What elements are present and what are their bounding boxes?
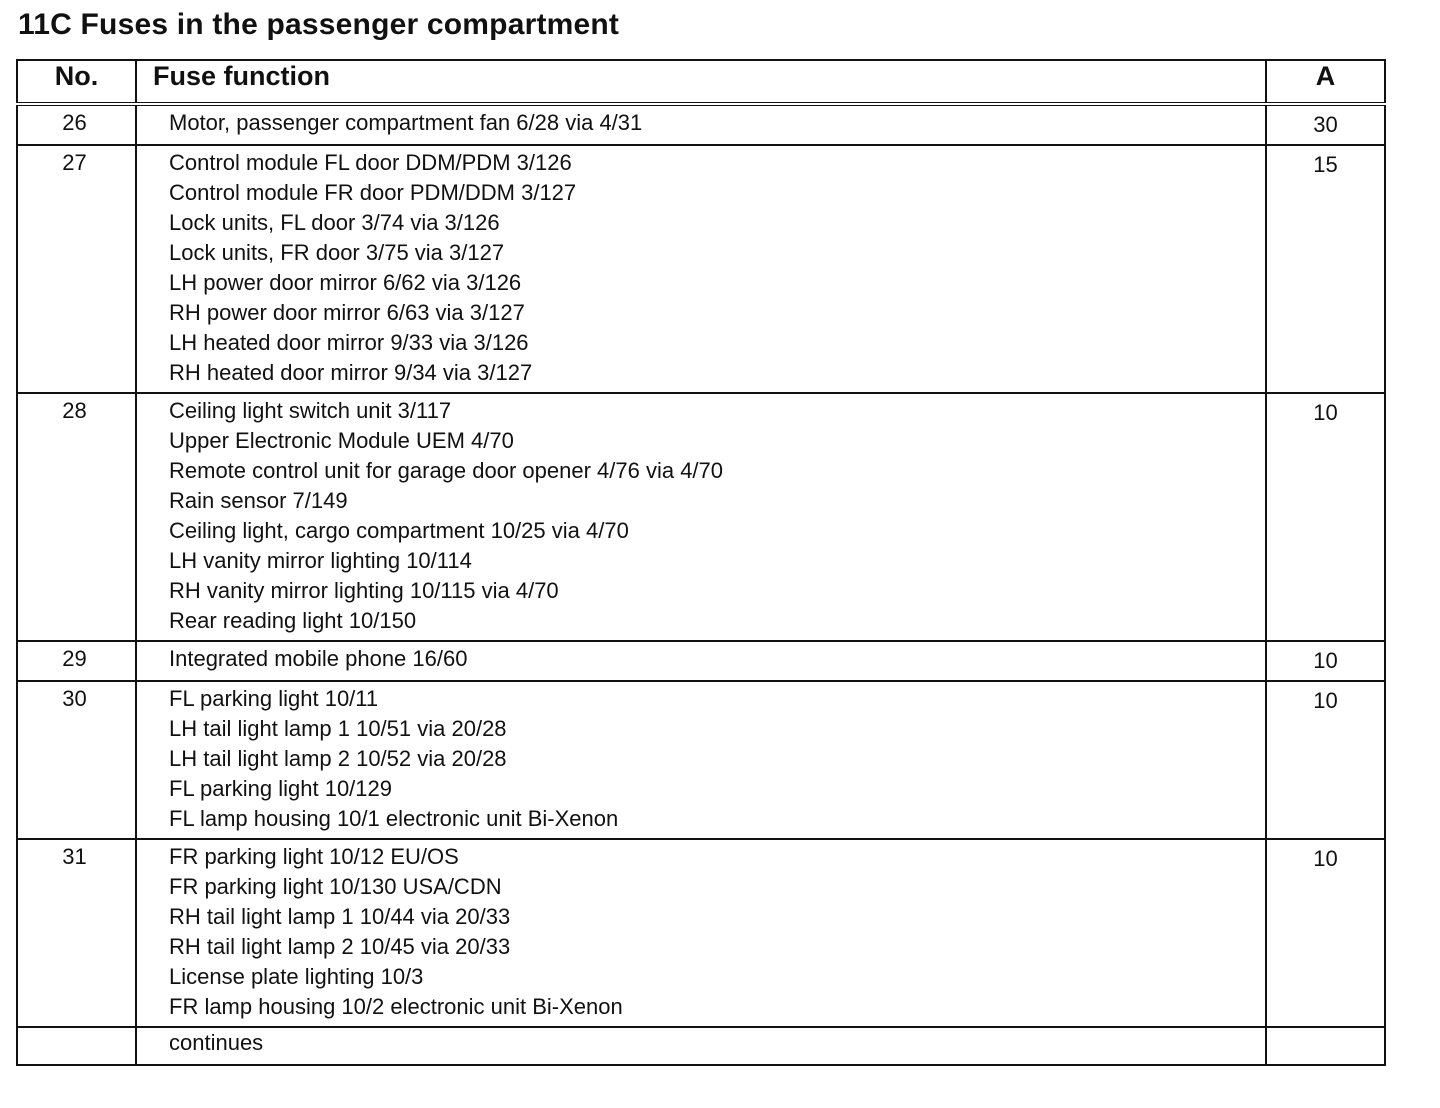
fuse-function-item: RH tail light lamp 1 10/44 via 20/33 xyxy=(169,904,511,929)
table-row xyxy=(17,145,1385,393)
continues-label: continues xyxy=(169,1030,264,1055)
table-row xyxy=(17,839,1385,1027)
fuse-function-list xyxy=(136,104,1266,145)
fuse-number-value: 27 xyxy=(62,150,87,175)
fuse-amperage xyxy=(1266,104,1385,145)
fuse-function-item: LH vanity mirror lighting 10/114 xyxy=(169,548,472,573)
table-row xyxy=(17,641,1385,681)
table-header-row xyxy=(17,60,1385,104)
fuse-function-item: LH power door mirror 6/62 via 3/126 xyxy=(169,270,522,295)
table-row xyxy=(17,104,1385,145)
fuse-function-item: Motor, passenger compartment fan 6/28 via 4/31 xyxy=(169,110,643,135)
fuse-table-body xyxy=(17,104,1385,1027)
fuse-function-item: FL lamp housing 10/1 electronic unit Bi-Xenon xyxy=(169,806,619,831)
fuse-function-list xyxy=(136,393,1266,641)
fuse-function-item: Integrated mobile phone 16/60 xyxy=(169,646,468,671)
fuse-function-item: Control module FL door DDM/PDM 3/126 xyxy=(169,150,572,175)
column-header-amps: A xyxy=(1266,60,1385,104)
fuse-number-value: 30 xyxy=(62,686,87,711)
fuse-amperage-value: 10 xyxy=(1313,400,1338,425)
fuse-function-item: License plate lighting 10/3 xyxy=(169,964,424,989)
table-row xyxy=(17,393,1385,641)
fuse-function-item: RH power door mirror 6/63 via 3/127 xyxy=(169,300,525,325)
fuse-function-item: FR parking light 10/130 USA/CDN xyxy=(169,874,502,899)
fuse-amperage-value: 10 xyxy=(1313,846,1338,871)
column-header-no: No. xyxy=(17,60,136,104)
fuse-function-item: Ceiling light switch unit 3/117 xyxy=(169,398,452,423)
fuse-function-item: Upper Electronic Module UEM 4/70 xyxy=(169,428,514,453)
fuse-function-item: RH heated door mirror 9/34 via 3/127 xyxy=(169,360,533,385)
fuse-function-item: Rain sensor 7/149 xyxy=(169,488,348,513)
fuse-function-item: Remote control unit for garage door opener 4/76 via 4/70 xyxy=(169,458,724,483)
fuse-number-value: 31 xyxy=(62,844,87,869)
fuse-function-list xyxy=(136,145,1266,393)
fuse-function-item: LH tail light lamp 1 10/51 via 20/28 xyxy=(169,716,507,741)
continues-cell xyxy=(136,1027,1266,1065)
fuse-function-list xyxy=(136,641,1266,681)
fuse-amperage xyxy=(1266,681,1385,839)
fuse-function-item: FL parking light 10/11 xyxy=(169,686,379,711)
fuse-number-value: 29 xyxy=(62,646,87,671)
fuse-function-item: Rear reading light 10/150 xyxy=(169,608,417,633)
fuse-function-item: LH tail light lamp 2 10/52 via 20/28 xyxy=(169,746,507,771)
fuse-amperage-value: 10 xyxy=(1313,688,1338,713)
fuse-function-item: Lock units, FL door 3/74 via 3/126 xyxy=(169,210,500,235)
continues-amps-cell xyxy=(1266,1027,1385,1065)
fuse-number xyxy=(17,641,136,681)
fuse-amperage xyxy=(1266,393,1385,641)
fuse-function-item: Lock units, FR door 3/75 via 3/127 xyxy=(169,240,505,265)
fuse-function-item: LH heated door mirror 9/33 via 3/126 xyxy=(169,330,529,355)
fuse-function-item: Ceiling light, cargo compartment 10/25 via 4/70 xyxy=(169,518,629,543)
fuse-amperage xyxy=(1266,839,1385,1027)
fuse-function-item: RH vanity mirror lighting 10/115 via 4/70 xyxy=(169,578,559,603)
fuse-function-item: RH tail light lamp 2 10/45 via 20/33 xyxy=(169,934,511,959)
fuse-number xyxy=(17,104,136,145)
fuse-amperage xyxy=(1266,641,1385,681)
page-title: 11C Fuses in the passenger compartment xyxy=(18,8,620,41)
fuse-amperage-value: 15 xyxy=(1313,152,1338,177)
fuse-function-list xyxy=(136,681,1266,839)
table-row xyxy=(17,681,1385,839)
fuse-amperage-value: 30 xyxy=(1313,112,1338,137)
fuse-number xyxy=(17,145,136,393)
fuse-function-item: FL parking light 10/129 xyxy=(169,776,392,801)
continues-row xyxy=(17,1027,1385,1065)
fuse-amperage-value: 10 xyxy=(1313,648,1338,673)
fuse-number xyxy=(17,839,136,1027)
fuse-function-item: FR parking light 10/12 EU/OS xyxy=(169,844,459,869)
fuse-table xyxy=(16,59,1386,1066)
fuse-function-item: Control module FR door PDM/DDM 3/127 xyxy=(169,180,577,205)
fuse-number xyxy=(17,393,136,641)
fuse-number-value: 28 xyxy=(62,398,87,423)
continues-no-cell xyxy=(17,1027,136,1065)
fuse-function-list xyxy=(136,839,1266,1027)
fuse-number-value: 26 xyxy=(62,110,87,135)
column-header-function: Fuse function xyxy=(136,60,1266,104)
fuse-number xyxy=(17,681,136,839)
fuse-function-item: FR lamp housing 10/2 electronic unit Bi-Xenon xyxy=(169,994,623,1019)
fuse-amperage xyxy=(1266,145,1385,393)
